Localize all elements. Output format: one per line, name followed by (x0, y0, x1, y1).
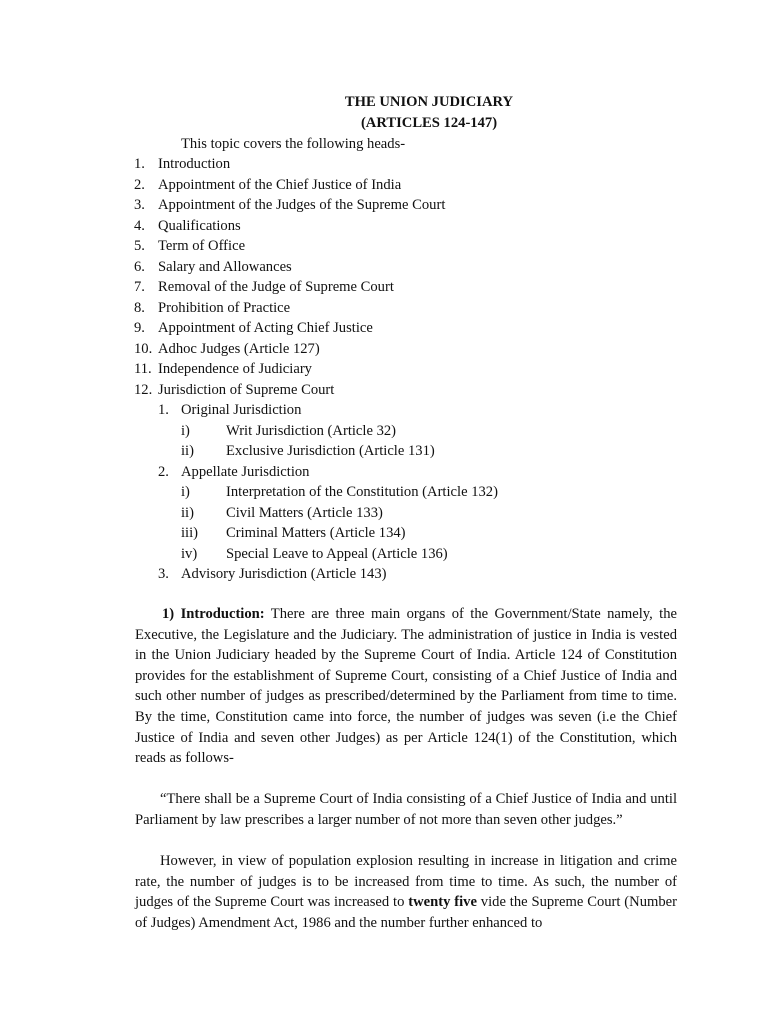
subsublist-item-number: iii) (181, 525, 199, 541)
sublist-item: Appellate Jurisdiction (181, 463, 310, 480)
sublist-item-number: 1. (158, 402, 169, 418)
increase-text-end: vide the Supreme Court (Number of Judges) Amendment Act, 1986 and the number further enhanced to (135, 894, 677, 931)
subsublist-item-number: i) (181, 422, 190, 439)
list-item-number: 6. (134, 258, 145, 275)
list-item-number: 10. (134, 340, 153, 357)
list-item: Appointment of the Chief Justice of India (158, 176, 402, 193)
list-item-number: 1. (134, 156, 145, 172)
quote-paragraph (135, 789, 677, 830)
subsublist-item-number: ii) (181, 504, 194, 521)
introduction-text: There are three main organs of the Government/State namely, the Executive, the Legislature and the Judiciary. The administration of justice in India is vested in the Union Judiciary headed by the Supreme Court of India. Article 124 of Constitution provides for the establishment of Supreme Court, consisting of a Chief Justice of India and such other number of judges as prescribed/determined by the Parliament from time to time. By the time, Constitution came into force, the number of judges was seven (i.e the Chief Justice of India and seven other Judges) as per Article 124(1) of the Constitution, which reads as follows- (135, 606, 677, 767)
subsublist-item: Civil Matters (Article 133) (226, 504, 383, 521)
list-item-number: 11. (134, 361, 152, 377)
sublist-item-number: 2. (158, 463, 169, 480)
intro-line: This topic covers the following heads- (181, 136, 406, 152)
increase-text-start: However, in view of population explosion resulting in increase in litigation and crime rate, the number of judges is to be increased from time to time. As such, the number of judges of the Supreme Court was increased to (135, 853, 677, 911)
list-item-number: 2. (134, 176, 145, 193)
list-item-number: 9. (134, 320, 145, 336)
subsublist-item-number: ii) (181, 443, 194, 459)
list-item: Adhoc Judges (Article 127) (158, 340, 320, 357)
list-item-number: 4. (134, 217, 145, 234)
list-item: Introduction (158, 156, 231, 172)
list-item-number: 7. (134, 279, 145, 295)
sublist-item-number: 3. (158, 566, 169, 582)
list-item: Removal of the Judge of Supreme Court (158, 279, 394, 295)
subsublist-item-number: iv) (181, 545, 198, 562)
subsublist-item: Criminal Matters (Article 134) (226, 525, 406, 541)
list-item: Qualifications (158, 217, 241, 234)
introduction-paragraph (135, 604, 677, 769)
list-item: Independence of Judiciary (158, 361, 312, 377)
list-item-number: 12. (134, 381, 153, 398)
document-title: THE UNION JUDICIARY (344, 94, 514, 110)
quote-text: “There shall be a Supreme Court of India consisting of a Chief Justice of India and until Parliament by law prescribes a larger number of not more than seven other judges.” (135, 791, 677, 828)
list-item: Jurisdiction of Supreme Court (158, 381, 335, 398)
list-item-number: 5. (134, 238, 145, 254)
list-item: Prohibition of Practice (158, 299, 291, 316)
list-item-number: 8. (134, 299, 145, 316)
subsublist-item: Interpretation of the Constitution (Article 132) (226, 484, 498, 500)
increase-text-bold: twenty five (408, 894, 477, 911)
sublist-item: Original Jurisdiction (181, 402, 302, 418)
sublist-item: Advisory Jurisdiction (Article 143) (181, 566, 387, 582)
increase-paragraph (135, 851, 677, 933)
list-item: Salary and Allowances (158, 258, 292, 275)
subsublist-item: Writ Jurisdiction (Article 32) (226, 422, 397, 439)
subsublist-item: Exclusive Jurisdiction (Article 131) (226, 443, 435, 459)
subsublist-item: Special Leave to Appeal (Article 136) (226, 545, 448, 562)
list-item: Term of Office (158, 238, 246, 254)
subsublist-item-number: i) (181, 484, 190, 500)
introduction-heading: 1) Introduction: (162, 606, 265, 622)
list-item-number: 3. (134, 197, 145, 213)
list-item: Appointment of Acting Chief Justice (158, 320, 373, 336)
document-subtitle: (ARTICLES 124-147) (360, 115, 498, 131)
list-item: Appointment of the Judges of the Supreme Court (158, 197, 446, 213)
